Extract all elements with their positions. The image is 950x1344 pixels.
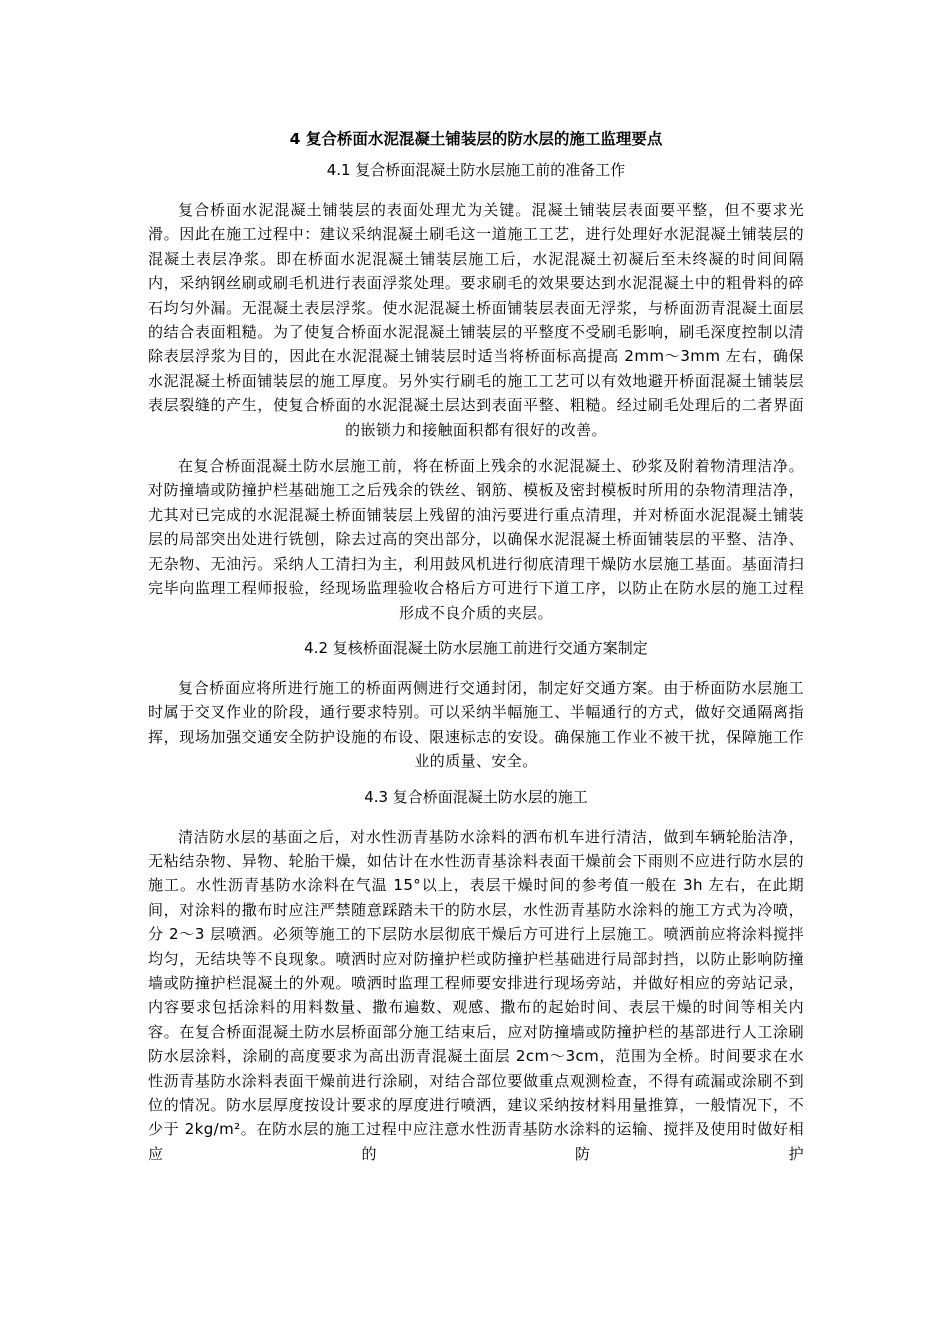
section-heading-4-2: 4.2 复核桥面混凝土防水层施工前进行交通方案制定: [304, 638, 648, 657]
document-title: 4 复合桥面水泥混凝土铺装层的防水层的施工监理要点: [289, 130, 663, 148]
paragraph: 复合桥面应将所进行施工的桥面两侧进行交通封闭，制定好交通方案。由于桥面防水层施工时属于交叉作业的阶段，通行要求特别。可以采纳半幅施工、半幅通行的方式，做好交通隔离指挥，现场加强交通安全防护设施的布设、限速标志的安设。确保施工作业不被干扰，保障施工作业的质量、安全。: [148, 678, 804, 771]
section-heading-4-1: 4.1 复合桥面混凝土防水层施工前的准备工作: [326, 161, 626, 179]
document-page: [148, 128, 804, 1166]
paragraph: 复合桥面水泥混凝土铺装层的表面处理尤为关键。混凝土铺装层表面要平整，但不要求光滑。因此在施工过程中：建议采纳混凝土刷毛这一道施工工艺，进行处理好水泥混凝土铺装层的混凝土表层净浆。即在桥面水泥混凝土铺装层施工后，水泥混凝土初凝后至未终凝的时间间隔内，采纳钢丝刷或刷毛机进行表面浮浆处理。要求刷毛的效果要达到水泥混凝土中的粗骨料的碎石均匀外漏。无混凝土表层浮浆。使水泥混凝土桥面铺装层表面无浮浆，与桥面沥青混凝土面层的结合表面粗糙。为了使复合桥面水泥混凝土铺装层的平整度不受刷毛影响，刷毛深度控制以清除表层浮浆为目的，因此在水泥混凝土铺装层时适当将桥面标高提高 2mm～3mm 左右，确保水泥混凝土桥面铺装层的施工厚度。另外实行刷毛的施工工艺可以有效地避开桥面混凝土铺装层表层裂缝的产生，使复合桥面的水泥混凝土层达到表面平整、粗糙。经过刷毛处理后的二者界面的嵌锁力和接触面积都有很好的改善。: [148, 201, 804, 439]
section-heading-4-3: 4.3 复合桥面混凝土防水层的施工: [364, 787, 588, 806]
paragraph: 清洁防水层的基面之后，对水性沥青基防水涂料的洒布机车进行清洁，做到车辆轮胎洁净，无粘结杂物、异物、轮胎干燥，如估计在水性沥青基涂料表面干燥前会下雨则不应进行防水层的施工。水性沥青基防水涂料在气温 15°以上，表层干燥时间的参考值一般在 3h 左右，在此期间，对涂料的撒布时应注严禁随意踩踏未干的防水层，水性沥青基防水涂料的施工方式为冷喷，分 2～3 层喷洒。必须等施工的下层防水层彻底干燥后方可进行上层施工。喷洒前应将涂料搅拌均匀，无结块等不良现象。喷洒时应对防撞护栏或防撞护栏基础进行局部封挡，以防止影响防撞墙或防撞护栏混凝土的外观。喷洒时监理工程师要安排进行现场旁站，并做好相应的旁站记录，内容要求包括涂料的用料数量、撒布遍数、观感、撒布的起始时间、表层干燥的时间等相关内容。在复合桥面混凝土防水层桥面部分施工结束后，应对防撞墙或防撞护栏的基部进行人工涂刷防水层涂料，涂刷的高度要求为高出沥青混凝土面层 2cm～3cm，范围为全桥。时间要求在水性沥青基防水涂料表面干燥前进行涂刷，对结合部位要做重点观测检查，不得有疏漏或涂刷不到位的情况。防水层厚度按设计要求的厚度进行喷洒，建议采纳按材料用量推算，一般情况下，不少于 2kg/m²。在防水层的施工过程中应注意水性沥青基防水涂料的运输、搅拌及使用时做好相应的防护: [148, 827, 804, 1163]
paragraph: 在复合桥面混凝土防水层施工前，将在桥面上残余的水泥混凝土、砂浆及附着物清理洁净。对防撞墙或防撞护栏基础施工之后残余的铁丝、钢筋、模板及密封模板时所用的杂物清理洁净，尤其对已完成的水泥混凝土桥面铺装层上残留的油污要进行重点清理，并对桥面水泥混凝土铺装层的局部突出处进行铣刨，除去过高的突出部分，以确保水泥混凝土桥面铺装层的平整、洁净、无杂物、无油污。采纳人工清扫为主，利用鼓风机进行彻底清理干燥防水层施工基面。基面清扫完毕向监理工程师报验，经现场监理验收合格后方可进行下道工序，以防止在防水层的施工过程形成不良介质的夹层。: [148, 457, 804, 622]
